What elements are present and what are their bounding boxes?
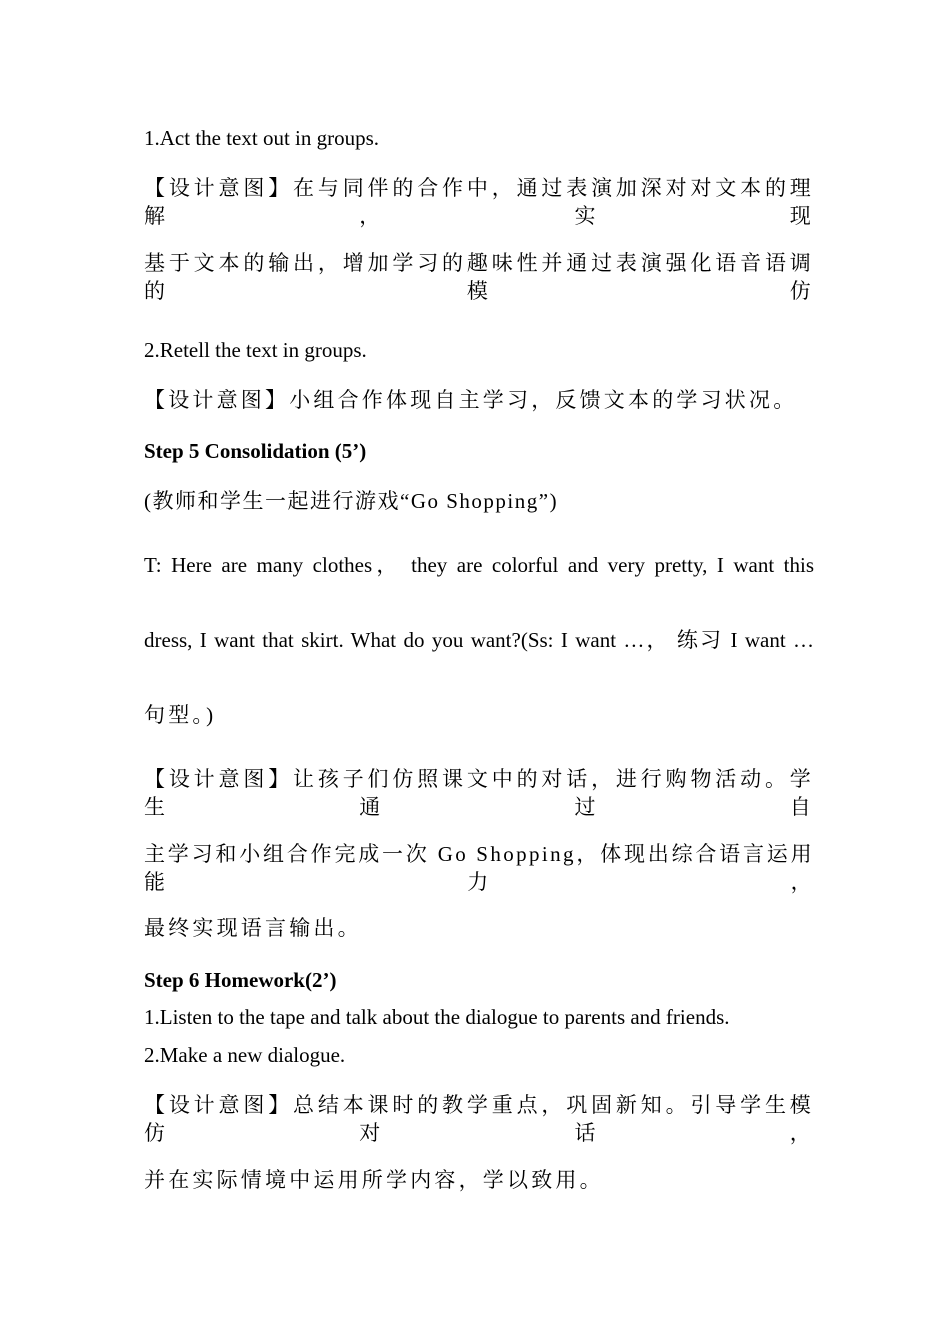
task-retell: 2.Retell the text in groups. <box>144 338 367 362</box>
task-act-out: 1.Act the text out in groups. <box>144 126 380 150</box>
step-5-dialogue-line-2: dress, I want that skirt. What do you want?(Ss: I want …， 练习 I want … <box>144 628 814 652</box>
homework-item-1: 1.Listen to the tape and talk about the dialogue to parents and friends. <box>144 1005 730 1029</box>
design-intent-3-line-3: 最终实现语言输出。 <box>144 916 362 940</box>
step-5-dialogue-line-3: 句型。) <box>144 703 217 727</box>
design-intent-2: 【设计意图】小组合作体现自主学习，反馈文本的学习状况。 <box>144 388 798 412</box>
step-6-heading: Step 6 Homework(2’) <box>144 968 337 992</box>
design-intent-3-line-2: 主学习和小组合作完成一次 Go Shopping，体现出综合语言运用能力， <box>144 842 814 894</box>
design-intent-3-line-1: 【设计意图】让孩子们仿照课文中的对话，进行购物活动。学生通过自 <box>144 767 814 819</box>
design-intent-1-line-2: 基于文本的输出，增加学习的趣味性并通过表演强化语音语调的模仿 <box>144 251 814 303</box>
design-intent-4-line-2: 并在实际情境中运用所学内容，学以致用。 <box>144 1168 604 1192</box>
step-5-note: (教师和学生一起进行游戏“Go Shopping”) <box>144 489 559 513</box>
homework-item-2: 2.Make a new dialogue. <box>144 1043 346 1067</box>
step-5-dialogue-line-1: T: Here are many clothes， they are colorful and very pretty, I want this <box>144 553 814 577</box>
design-intent-4-line-1: 【设计意图】总结本课时的教学重点，巩固新知。引导学生模仿对话， <box>144 1093 814 1145</box>
step-5-heading: Step 5 Consolidation (5’) <box>144 439 367 463</box>
design-intent-1-line-1: 【设计意图】在与同伴的合作中，通过表演加深对对文本的理解，实现 <box>144 176 814 228</box>
